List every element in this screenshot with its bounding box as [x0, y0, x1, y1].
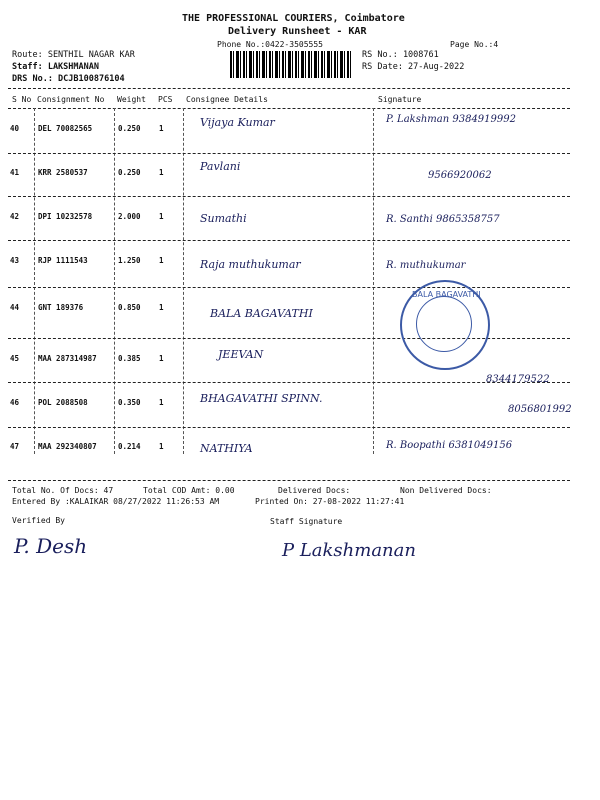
row-consignee: Vijaya Kumar — [200, 116, 275, 129]
table-row — [8, 198, 570, 240]
divider — [8, 240, 570, 241]
printed-on: Printed On: 27-08-2022 11:27:41 — [255, 497, 405, 506]
row-sno: 42 — [10, 212, 20, 221]
route-label: Route: SENTHIL NAGAR KAR — [12, 50, 135, 60]
divider — [8, 88, 570, 89]
document-title: Delivery Runsheet - KAR — [228, 26, 367, 37]
rs-date: RS Date: 27-Aug-2022 — [362, 62, 465, 72]
stamp-text: BALA BAGAVATHI — [412, 290, 481, 299]
rs-number: RS No.: 1008761 — [362, 50, 439, 60]
col-signature: Signature — [378, 95, 422, 104]
row-weight: 0.214 — [118, 442, 141, 451]
row-consignee: BHAGAVATHI SPINN. — [200, 392, 323, 405]
staff-label: Staff: LAKSHMANAN — [12, 62, 99, 72]
row-consignment: MAA 292340807 — [38, 442, 97, 451]
row-consignee: JEEVAN — [218, 348, 264, 361]
row-signature: 8056801992 — [508, 404, 572, 415]
row-pcs: 1 — [159, 212, 164, 221]
page-number: Page No.:4 — [450, 40, 499, 49]
divider — [8, 196, 570, 197]
row-weight: 2.000 — [118, 212, 141, 221]
row-sno: 46 — [10, 398, 20, 407]
row-pcs: 1 — [159, 168, 164, 177]
row-sno: 44 — [10, 303, 20, 312]
table-row — [8, 110, 570, 152]
row-consignment: DPI 10232578 — [38, 212, 93, 221]
divider — [8, 382, 570, 383]
row-consignment: MAA 287314987 — [38, 354, 97, 363]
staff-signature: P Lakshmanan — [282, 540, 416, 561]
divider — [8, 480, 570, 481]
entered-by: Entered By :KALAIKAR 08/27/2022 11:26:53 AM — [12, 497, 220, 506]
row-consignee: Sumathi — [200, 212, 247, 225]
row-consignment: KRR 2580537 — [38, 168, 88, 177]
row-sno: 41 — [10, 168, 20, 177]
row-weight: 0.250 — [118, 124, 141, 133]
staff-signature-label: Staff Signature — [270, 517, 343, 526]
company-name: THE PROFESSIONAL COURIERS, Coimbatore — [182, 13, 405, 24]
row-signature: R. muthukumar — [386, 260, 466, 271]
col-pcs: PCS — [158, 95, 173, 104]
row-weight: 0.250 — [118, 168, 141, 177]
row-pcs: 1 — [159, 303, 164, 312]
divider — [8, 108, 570, 109]
delivered-docs: Delivered Docs: — [278, 486, 351, 495]
row-consignment: DEL 70082565 — [38, 124, 93, 133]
company-stamp — [400, 280, 490, 370]
row-sno: 40 — [10, 124, 20, 133]
row-sno: 43 — [10, 256, 20, 265]
drs-number: DRS No.: DCJB100876104 — [12, 74, 125, 84]
row-weight: 1.250 — [118, 256, 141, 265]
non-delivered-docs: Non Delivered Docs: — [400, 486, 492, 495]
verified-by-label: Verified By — [12, 516, 65, 525]
col-sno: S No — [12, 95, 32, 104]
row-pcs: 1 — [159, 398, 164, 407]
table-row — [8, 154, 570, 196]
row-signature: R. Boopathi 6381049156 — [386, 440, 513, 451]
row-weight: 0.385 — [118, 354, 141, 363]
col-weight: Weight — [117, 95, 146, 104]
barcode — [230, 51, 352, 78]
row-pcs: 1 — [159, 124, 164, 133]
row-consignment: RJP 1111543 — [38, 256, 88, 265]
phone-number: Phone No.:0422-3505555 — [217, 40, 323, 49]
row-consignee: Raja muthukumar — [200, 258, 301, 271]
row-consignee: Pavlani — [200, 160, 241, 173]
row-pcs: 1 — [159, 442, 164, 451]
col-consignee: Consignee Details — [186, 95, 268, 104]
stamp-inner-ring — [416, 296, 472, 352]
row-weight: 0.850 — [118, 303, 141, 312]
row-consignee: NATHIYA — [200, 442, 253, 455]
row-sno: 45 — [10, 354, 20, 363]
row-sno: 47 — [10, 442, 20, 451]
row-signature: P. Lakshman 9384919992 — [386, 114, 516, 125]
verified-signature: P. Desh — [14, 534, 88, 558]
row-consignee: BALA BAGAVATHI — [210, 307, 313, 320]
total-cod: Total COD Amt: 0.00 — [143, 486, 235, 495]
table-row — [8, 340, 570, 385]
table-row — [8, 428, 570, 470]
col-consignment: Consignment No — [37, 95, 105, 104]
row-consignment: GNT 189376 — [38, 303, 84, 312]
total-docs: Total No. Of Docs: 47 — [12, 486, 114, 495]
table-row — [8, 242, 570, 284]
row-signature: R. Santhi 9865358757 — [386, 214, 500, 225]
row-consignment: POL 2088508 — [38, 398, 88, 407]
row-weight: 0.350 — [118, 398, 141, 407]
divider — [8, 287, 570, 288]
row-signature: 8344179522 — [486, 374, 550, 385]
row-pcs: 1 — [159, 354, 164, 363]
row-pcs: 1 — [159, 256, 164, 265]
table-row — [8, 384, 570, 426]
row-signature: 9566920062 — [428, 170, 492, 181]
